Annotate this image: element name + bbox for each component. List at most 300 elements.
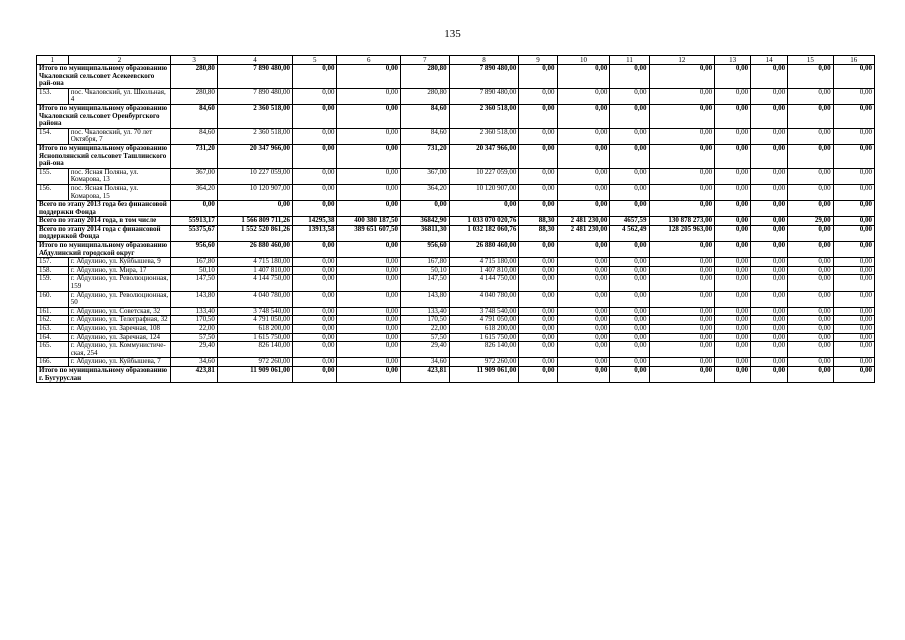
value-cell: 0,00 xyxy=(833,168,874,184)
value-cell: 0,00 xyxy=(751,342,788,358)
total-row xyxy=(37,144,875,168)
value-cell: 130 878 273,00 xyxy=(649,217,715,226)
address-cell: г. Абдулино, ул. Телеграфная, 32 xyxy=(68,316,171,325)
value-cell: 0,00 xyxy=(557,258,610,267)
value-cell: 7 890 480,00 xyxy=(449,65,519,89)
value-cell: 20 347 966,00 xyxy=(449,144,519,168)
value-cell: 826 140,00 xyxy=(449,342,519,358)
value-cell: 2 360 518,00 xyxy=(217,128,292,144)
value-cell: 0,00 xyxy=(833,266,874,275)
value-cell: 0,00 xyxy=(649,184,715,200)
value-cell: 0,00 xyxy=(715,333,751,342)
value-cell: 0,00 xyxy=(557,184,610,200)
value-cell: 10 227 059,00 xyxy=(217,168,292,184)
table-row xyxy=(37,291,875,307)
table-body xyxy=(37,65,875,383)
table-row xyxy=(37,333,875,342)
row-index: 153. xyxy=(37,88,69,104)
value-cell: 2 481 230,00 xyxy=(557,217,610,226)
value-cell: 0,00 xyxy=(751,242,788,258)
value-cell: 0,00 xyxy=(649,104,715,128)
value-cell: 0,00 xyxy=(337,325,400,334)
value-cell: 1 407 810,00 xyxy=(217,266,292,275)
value-cell: 423,81 xyxy=(171,366,218,382)
value-cell: 4 791 050,00 xyxy=(449,316,519,325)
value-cell: 0,00 xyxy=(751,358,788,367)
address-cell: пос. Ясная Поляна, ул. Комарова, 13 xyxy=(68,168,171,184)
column-number: 4 xyxy=(217,56,292,65)
value-cell: 133,40 xyxy=(171,307,218,316)
row-index: 166. xyxy=(37,358,69,367)
row-index: 154. xyxy=(37,128,69,144)
value-cell: 0,00 xyxy=(337,104,400,128)
value-cell: 147,50 xyxy=(400,275,449,291)
value-cell: 280,80 xyxy=(171,88,218,104)
value-cell: 1 407 810,00 xyxy=(449,266,519,275)
value-cell: 0,00 xyxy=(519,128,557,144)
total-row xyxy=(37,242,875,258)
value-cell: 0,00 xyxy=(788,184,833,200)
row-index: 157. xyxy=(37,258,69,267)
value-cell: 0,00 xyxy=(751,325,788,334)
value-cell: 7 890 480,00 xyxy=(449,88,519,104)
value-cell: 0,00 xyxy=(715,291,751,307)
value-cell: 0,00 xyxy=(337,65,400,89)
value-cell: 0,00 xyxy=(751,225,788,241)
value-cell: 0,00 xyxy=(649,88,715,104)
value-cell: 0,00 xyxy=(557,333,610,342)
value-cell: 0,00 xyxy=(293,88,337,104)
table-row xyxy=(37,342,875,358)
value-cell: 0,00 xyxy=(337,316,400,325)
value-cell: 0,00 xyxy=(610,144,649,168)
value-cell: 0,00 xyxy=(557,358,610,367)
column-number: 13 xyxy=(715,56,751,65)
value-cell: 0,00 xyxy=(649,242,715,258)
value-cell: 731,20 xyxy=(400,144,449,168)
value-cell: 0,00 xyxy=(293,168,337,184)
address-cell: г. Абдулино, ул. Заречная, 124 xyxy=(68,333,171,342)
value-cell: 11 909 061,00 xyxy=(217,366,292,382)
value-cell: 0,00 xyxy=(751,217,788,226)
value-cell: 618 200,00 xyxy=(217,325,292,334)
row-index: 158. xyxy=(37,266,69,275)
value-cell: 0,00 xyxy=(833,184,874,200)
value-cell: 1 615 750,00 xyxy=(217,333,292,342)
value-cell: 143,80 xyxy=(400,291,449,307)
value-cell: 0,00 xyxy=(715,316,751,325)
value-cell: 0,00 xyxy=(833,128,874,144)
address-cell: пос. Чкаловский, ул. 70 лет Октября, 7 xyxy=(68,128,171,144)
value-cell: 0,00 xyxy=(610,358,649,367)
value-cell: 0,00 xyxy=(519,358,557,367)
value-cell: 0,00 xyxy=(610,275,649,291)
value-cell: 167,80 xyxy=(171,258,218,267)
value-cell: 84,60 xyxy=(171,104,218,128)
value-cell: 0,00 xyxy=(715,217,751,226)
value-cell: 0,00 xyxy=(715,128,751,144)
value-cell: 4 791 050,00 xyxy=(217,316,292,325)
value-cell: 50,10 xyxy=(171,266,218,275)
value-cell: 0,00 xyxy=(610,184,649,200)
value-cell: 0,00 xyxy=(788,266,833,275)
value-cell: 0,00 xyxy=(788,307,833,316)
value-cell: 170,50 xyxy=(171,316,218,325)
address-cell: пос. Чкаловский, ул. Школьная, 4 xyxy=(68,88,171,104)
housing-program-table xyxy=(36,55,875,383)
value-cell: 0,00 xyxy=(610,168,649,184)
value-cell: 84,60 xyxy=(400,128,449,144)
table-row xyxy=(37,184,875,200)
value-cell: 0,00 xyxy=(649,266,715,275)
value-cell: 0,00 xyxy=(751,168,788,184)
value-cell: 0,00 xyxy=(557,366,610,382)
value-cell: 0,00 xyxy=(751,366,788,382)
value-cell: 0,00 xyxy=(519,184,557,200)
table-row xyxy=(37,258,875,267)
value-cell: 0,00 xyxy=(557,275,610,291)
total-label: Итого по муниципальному образованию Абдулинский городской округ xyxy=(37,242,171,258)
address-cell: г. Абдулино, ул. Куйбышева, 9 xyxy=(68,258,171,267)
value-cell: 423,81 xyxy=(400,366,449,382)
column-number: 8 xyxy=(449,56,519,65)
value-cell: 0,00 xyxy=(833,275,874,291)
row-index: 155. xyxy=(37,168,69,184)
value-cell: 0,00 xyxy=(751,88,788,104)
value-cell: 3 748 540,00 xyxy=(449,307,519,316)
value-cell: 10 120 907,00 xyxy=(449,184,519,200)
value-cell: 133,40 xyxy=(400,307,449,316)
page-number: 135 xyxy=(444,28,461,40)
column-number: 6 xyxy=(337,56,400,65)
address-cell: г. Абдулино, ул. Куйбышева, 7 xyxy=(68,358,171,367)
value-cell: 0,00 xyxy=(610,104,649,128)
value-cell: 0,00 xyxy=(649,307,715,316)
value-cell: 0,00 xyxy=(788,201,833,217)
value-cell: 972 260,00 xyxy=(217,358,292,367)
value-cell: 2 360 518,00 xyxy=(449,128,519,144)
value-cell: 0,00 xyxy=(400,201,449,217)
column-number: 10 xyxy=(557,56,610,65)
value-cell: 0,00 xyxy=(519,168,557,184)
value-cell: 57,50 xyxy=(400,333,449,342)
total-row xyxy=(37,201,875,217)
value-cell: 0,00 xyxy=(649,358,715,367)
value-cell: 0,00 xyxy=(715,275,751,291)
value-cell: 0,00 xyxy=(610,242,649,258)
value-cell: 0,00 xyxy=(519,65,557,89)
total-label: Итого по муниципальному образованию Чкаловский сельсовет Оренбургского района xyxy=(37,104,171,128)
value-cell: 0,00 xyxy=(751,258,788,267)
value-cell: 34,60 xyxy=(400,358,449,367)
value-cell: 0,00 xyxy=(519,342,557,358)
value-cell: 167,80 xyxy=(400,258,449,267)
value-cell: 0,00 xyxy=(293,307,337,316)
value-cell: 0,00 xyxy=(557,291,610,307)
value-cell: 0,00 xyxy=(557,168,610,184)
value-cell: 0,00 xyxy=(715,242,751,258)
value-cell: 0,00 xyxy=(788,88,833,104)
value-cell: 0,00 xyxy=(715,258,751,267)
value-cell: 0,00 xyxy=(337,366,400,382)
total-label: Всего по этапу 2013 года без финансовой поддержки Фонда xyxy=(37,201,171,217)
value-cell: 4 144 750,00 xyxy=(217,275,292,291)
value-cell: 29,00 xyxy=(788,217,833,226)
value-cell: 0,00 xyxy=(788,366,833,382)
value-cell: 0,00 xyxy=(649,333,715,342)
value-cell: 0,00 xyxy=(788,168,833,184)
value-cell: 0,00 xyxy=(649,291,715,307)
value-cell: 0,00 xyxy=(293,366,337,382)
value-cell: 0,00 xyxy=(337,242,400,258)
value-cell: 0,00 xyxy=(337,201,400,217)
value-cell: 0,00 xyxy=(337,144,400,168)
column-number-header-row xyxy=(37,56,875,65)
value-cell: 0,00 xyxy=(337,358,400,367)
value-cell: 0,00 xyxy=(649,366,715,382)
value-cell: 0,00 xyxy=(337,258,400,267)
value-cell: 0,00 xyxy=(519,333,557,342)
row-index: 159. xyxy=(37,275,69,291)
value-cell: 972 260,00 xyxy=(449,358,519,367)
value-cell: 0,00 xyxy=(610,65,649,89)
value-cell: 88,30 xyxy=(519,217,557,226)
value-cell: 29,40 xyxy=(400,342,449,358)
total-label: Всего по этапу 2014 года с финансовой поддержкой Фонда xyxy=(37,225,171,241)
value-cell: 0,00 xyxy=(833,225,874,241)
value-cell: 956,60 xyxy=(171,242,218,258)
value-cell: 0,00 xyxy=(557,266,610,275)
value-cell: 0,00 xyxy=(715,144,751,168)
value-cell: 0,00 xyxy=(833,217,874,226)
value-cell: 0,00 xyxy=(788,242,833,258)
value-cell: 0,00 xyxy=(610,333,649,342)
value-cell: 4 040 780,00 xyxy=(449,291,519,307)
value-cell: 84,60 xyxy=(171,128,218,144)
value-cell: 0,00 xyxy=(557,104,610,128)
value-cell: 0,00 xyxy=(833,333,874,342)
column-number: 15 xyxy=(788,56,833,65)
column-number: 1 xyxy=(37,56,69,65)
value-cell: 0,00 xyxy=(715,201,751,217)
value-cell: 0,00 xyxy=(449,201,519,217)
table-row xyxy=(37,88,875,104)
value-cell: 0,00 xyxy=(610,307,649,316)
value-cell: 0,00 xyxy=(715,88,751,104)
value-cell: 0,00 xyxy=(519,325,557,334)
value-cell: 0,00 xyxy=(649,275,715,291)
value-cell: 0,00 xyxy=(788,258,833,267)
value-cell: 0,00 xyxy=(751,128,788,144)
value-cell: 0,00 xyxy=(519,275,557,291)
column-number: 7 xyxy=(400,56,449,65)
value-cell: 364,20 xyxy=(400,184,449,200)
address-cell: г. Абдулино, ул. Коммунистиче-ская, 254 xyxy=(68,342,171,358)
value-cell: 10 227 059,00 xyxy=(449,168,519,184)
value-cell: 0,00 xyxy=(649,144,715,168)
value-cell: 0,00 xyxy=(833,88,874,104)
value-cell: 0,00 xyxy=(788,316,833,325)
value-cell: 0,00 xyxy=(751,104,788,128)
value-cell: 0,00 xyxy=(715,342,751,358)
value-cell: 0,00 xyxy=(751,275,788,291)
value-cell: 280,80 xyxy=(171,65,218,89)
value-cell: 0,00 xyxy=(293,184,337,200)
value-cell: 0,00 xyxy=(751,144,788,168)
value-cell: 0,00 xyxy=(293,291,337,307)
value-cell: 0,00 xyxy=(293,325,337,334)
value-cell: 14295,38 xyxy=(293,217,337,226)
value-cell: 0,00 xyxy=(788,65,833,89)
total-row xyxy=(37,217,875,226)
value-cell: 0,00 xyxy=(715,104,751,128)
column-number: 14 xyxy=(751,56,788,65)
value-cell: 0,00 xyxy=(519,266,557,275)
total-label: Итого по муниципальному образованию г. Бугуруслан xyxy=(37,366,171,382)
total-row xyxy=(37,65,875,89)
table-row xyxy=(37,168,875,184)
value-cell: 34,60 xyxy=(171,358,218,367)
value-cell: 0,00 xyxy=(337,266,400,275)
value-cell: 0,00 xyxy=(833,316,874,325)
value-cell: 0,00 xyxy=(715,325,751,334)
value-cell: 22,00 xyxy=(400,325,449,334)
value-cell: 0,00 xyxy=(751,266,788,275)
value-cell: 0,00 xyxy=(833,291,874,307)
table-row xyxy=(37,325,875,334)
value-cell: 0,00 xyxy=(293,144,337,168)
value-cell: 0,00 xyxy=(217,201,292,217)
value-cell: 0,00 xyxy=(557,128,610,144)
value-cell: 0,00 xyxy=(293,104,337,128)
value-cell: 0,00 xyxy=(715,168,751,184)
value-cell: 0,00 xyxy=(337,307,400,316)
value-cell: 4 562,49 xyxy=(610,225,649,241)
value-cell: 0,00 xyxy=(833,325,874,334)
value-cell: 88,30 xyxy=(519,225,557,241)
value-cell: 1 552 520 861,26 xyxy=(217,225,292,241)
value-cell: 280,80 xyxy=(400,65,449,89)
table-row xyxy=(37,266,875,275)
value-cell: 0,00 xyxy=(519,316,557,325)
value-cell: 0,00 xyxy=(715,358,751,367)
value-cell: 128 205 963,00 xyxy=(649,225,715,241)
value-cell: 55375,67 xyxy=(171,225,218,241)
value-cell: 1 032 182 060,76 xyxy=(449,225,519,241)
value-cell: 0,00 xyxy=(519,242,557,258)
table-row xyxy=(37,358,875,367)
value-cell: 0,00 xyxy=(337,275,400,291)
value-cell: 7 890 480,00 xyxy=(217,65,292,89)
column-number: 16 xyxy=(833,56,874,65)
value-cell: 0,00 xyxy=(788,325,833,334)
value-cell: 13913,58 xyxy=(293,225,337,241)
value-cell: 389 651 607,50 xyxy=(337,225,400,241)
value-cell: 0,00 xyxy=(557,316,610,325)
value-cell: 0,00 xyxy=(788,358,833,367)
value-cell: 0,00 xyxy=(610,88,649,104)
value-cell: 0,00 xyxy=(293,65,337,89)
address-cell: г. Абдулино, ул. Советская, 32 xyxy=(68,307,171,316)
value-cell: 0,00 xyxy=(610,258,649,267)
address-cell: пос. Ясная Поляна, ул. Комарова, 15 xyxy=(68,184,171,200)
value-cell: 10 120 907,00 xyxy=(217,184,292,200)
value-cell: 36842,90 xyxy=(400,217,449,226)
value-cell: 0,00 xyxy=(833,144,874,168)
value-cell: 0,00 xyxy=(171,201,218,217)
value-cell: 0,00 xyxy=(557,342,610,358)
value-cell: 0,00 xyxy=(788,333,833,342)
value-cell: 0,00 xyxy=(557,201,610,217)
value-cell: 2 481 230,00 xyxy=(557,225,610,241)
value-cell: 26 880 460,00 xyxy=(449,242,519,258)
value-cell: 0,00 xyxy=(751,333,788,342)
value-cell: 0,00 xyxy=(293,342,337,358)
value-cell: 0,00 xyxy=(293,333,337,342)
value-cell: 57,50 xyxy=(171,333,218,342)
value-cell: 0,00 xyxy=(293,358,337,367)
value-cell: 0,00 xyxy=(337,168,400,184)
row-index: 165. xyxy=(37,342,69,358)
value-cell: 1 033 070 020,76 xyxy=(449,217,519,226)
value-cell: 11 909 061,00 xyxy=(449,366,519,382)
value-cell: 7 890 480,00 xyxy=(217,88,292,104)
value-cell: 147,50 xyxy=(171,275,218,291)
table-row xyxy=(37,307,875,316)
value-cell: 4 144 750,00 xyxy=(449,275,519,291)
value-cell: 0,00 xyxy=(649,201,715,217)
value-cell: 0,00 xyxy=(557,144,610,168)
value-cell: 0,00 xyxy=(293,201,337,217)
value-cell: 0,00 xyxy=(788,275,833,291)
value-cell: 0,00 xyxy=(715,266,751,275)
value-cell: 731,20 xyxy=(171,144,218,168)
value-cell: 0,00 xyxy=(557,65,610,89)
table-row xyxy=(37,128,875,144)
value-cell: 0,00 xyxy=(519,104,557,128)
value-cell: 0,00 xyxy=(833,65,874,89)
value-cell: 0,00 xyxy=(833,342,874,358)
value-cell: 0,00 xyxy=(833,307,874,316)
value-cell: 4 040 780,00 xyxy=(217,291,292,307)
value-cell: 0,00 xyxy=(337,333,400,342)
value-cell: 0,00 xyxy=(649,342,715,358)
value-cell: 400 380 187,50 xyxy=(337,217,400,226)
value-cell: 0,00 xyxy=(751,65,788,89)
value-cell: 280,80 xyxy=(400,88,449,104)
value-cell: 956,60 xyxy=(400,242,449,258)
row-index: 162. xyxy=(37,316,69,325)
value-cell: 0,00 xyxy=(337,128,400,144)
value-cell: 0,00 xyxy=(610,325,649,334)
value-cell: 0,00 xyxy=(649,168,715,184)
value-cell: 367,00 xyxy=(400,168,449,184)
row-index: 160. xyxy=(37,291,69,307)
value-cell: 0,00 xyxy=(715,184,751,200)
value-cell: 0,00 xyxy=(337,291,400,307)
address-cell: г. Абдулино, ул. Революционная, 50 xyxy=(68,291,171,307)
total-row xyxy=(37,104,875,128)
value-cell: 143,80 xyxy=(171,291,218,307)
value-cell: 0,00 xyxy=(519,291,557,307)
column-number: 2 xyxy=(68,56,171,65)
value-cell: 0,00 xyxy=(649,128,715,144)
value-cell: 2 360 518,00 xyxy=(217,104,292,128)
value-cell: 0,00 xyxy=(649,316,715,325)
row-index: 163. xyxy=(37,325,69,334)
total-row xyxy=(37,366,875,382)
value-cell: 4657,59 xyxy=(610,217,649,226)
